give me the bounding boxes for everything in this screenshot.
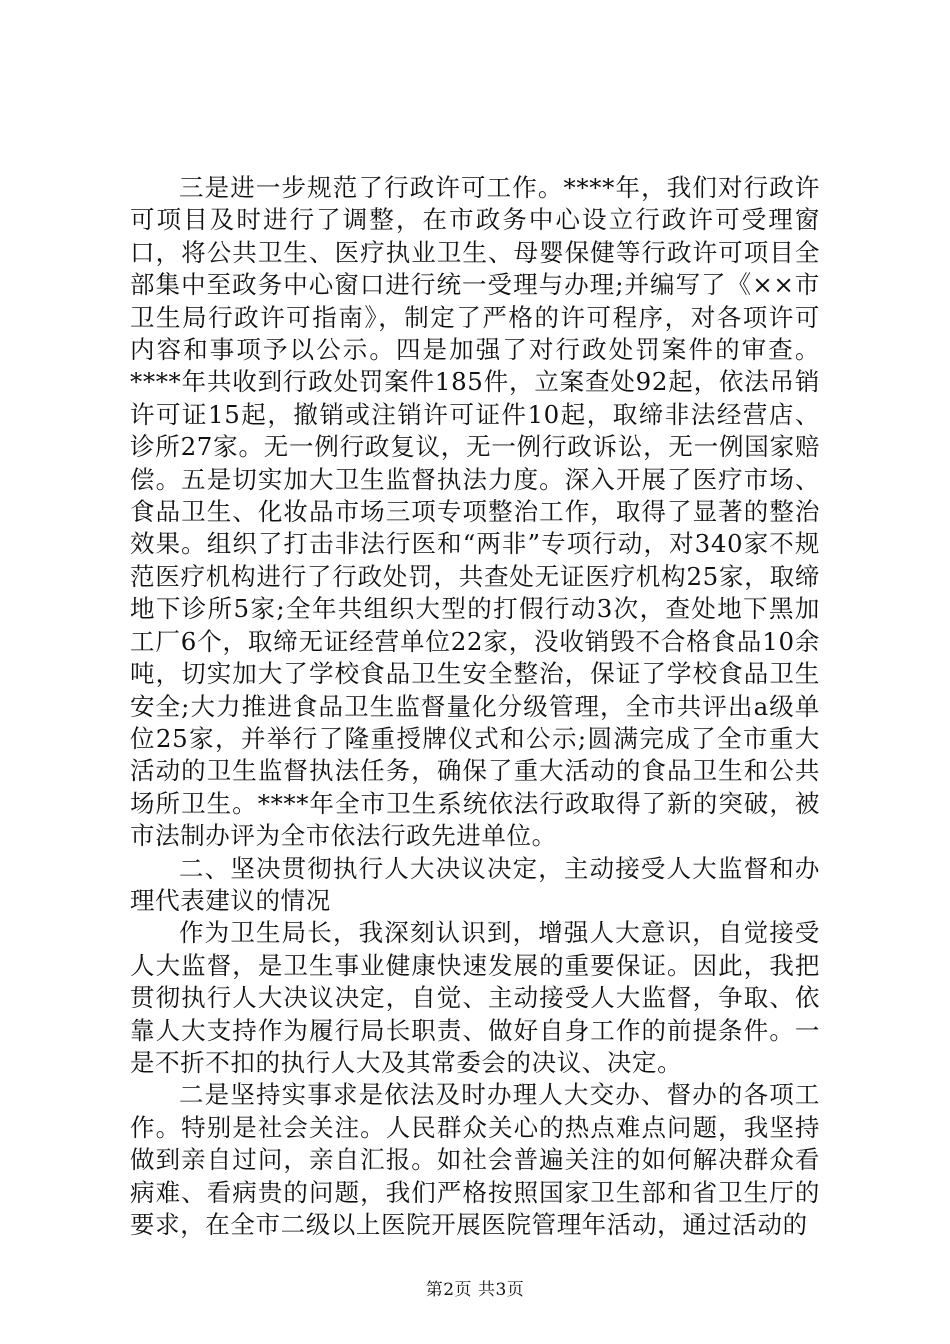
paragraph-administrative-work: 三是进一步规范了行政许可工作。****年，我们对行政许可项目及时进行了调整，在市政务中心设立行政许可受理窗口，将公共卫生、医疗执业卫生、母婴保健等行政许可项目全部集中至政务中心窗口进行统一受理与办理;并编写了《××市卫生局行政许可指南》，制定了严格的许可程序，对各项许可内容和事项予以公示。四是加强了对行政处罚案件的审查。****年共收到行政处罚案件185件，立案查处92起，依法吊销许可证15起，撤销或注销许可证件10起，取缔非法经营店、诊所27家。无一例行政复议，无一例行政诉讼，无一例国家赔偿。五是切实加大卫生监督执法力度。深入开展了医疗市场、食品卫生、化妆品市场三项专项整治工作，取得了显著的整治效果。组织了打击非法行医和“两非”专项行动，对340家不规范医疗机构进行了行政处罚，共查处无证医疗机构25家，取缔地下诊所5家;全年共组织大型的打假行动3次，查处地下黑加工厂6个，取缔无证经营单位22家，没收销毁不合格食品10余吨，切实加大了学校食品卫生安全整治，保证了学校食品卫生安全;大力推进食品卫生监督量化分级管理，全市共评出a级单位25家，并举行了隆重授牌仪式和公示;圆满完成了全市重大活动的卫生监督执法任务，确保了重大活动的食品卫生和公共场所卫生。****年全市卫生系统依法行政取得了新的突破，被市法制办评为全市依法行政先进单位。 (130, 173, 820, 851)
paragraph-director-awareness: 作为卫生局长，我深刻认识到，增强人大意识，自觉接受人大监督，是卫生事业健康快速发展的重要保证。因此，我把贯彻执行人大决议决定，自觉、主动接受人大监督，争取、依靠人大支持作为履行局长职责、做好自身工作的前提条件。一是不折不扣的执行人大及其常委会的决议、决定。 (130, 918, 820, 1077)
document-body (130, 172, 820, 1241)
page-footer: 第2页 共3页 (425, 1280, 525, 1300)
section-heading-two: 二、坚决贯彻执行人大决议决定，主动接受人大监督和办理代表建议的情况 (130, 853, 820, 915)
paragraph-handling-matters: 二是坚持实事求是依法及时办理人大交办、督办的各项工作。特别是社会关注。人民群众关心的热点难点问题，我坚持做到亲自过问，亲自汇报。如社会普遍关注的如何解决群众看病难、看病贵的问题，我们严格按照国家卫生部和省卫生厅的要求，在全市二级以上医院开展医院管理年活动，通过活动的 (130, 1080, 820, 1239)
